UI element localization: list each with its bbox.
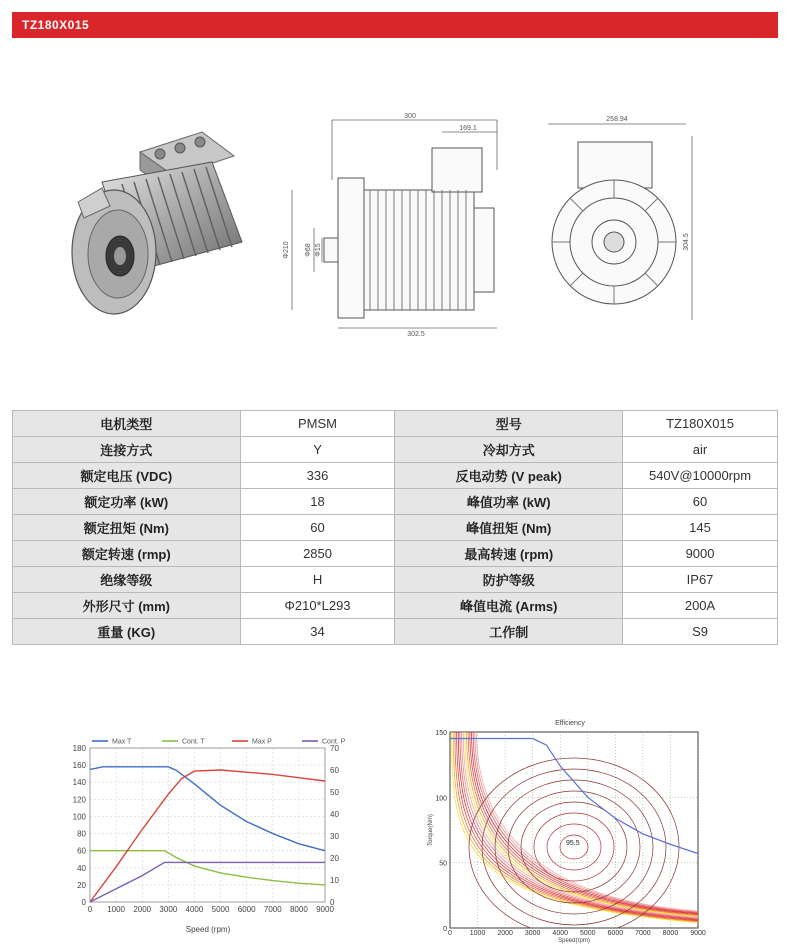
side-dim-bottom: 302.5: [407, 331, 425, 338]
tp-y2tick: 50: [330, 788, 339, 797]
spec-label: 反电动势 (V peak): [395, 463, 623, 489]
tp-legend-label: Max P: [252, 738, 272, 746]
tp-xtick: 3000: [159, 905, 178, 914]
eff-title: Efficiency: [555, 720, 585, 727]
motor-3d-photo: [62, 122, 252, 332]
eff-ytick: 0: [443, 926, 447, 933]
spec-row: [13, 411, 778, 437]
spec-value: PMSM: [240, 411, 395, 437]
spec-row: [13, 515, 778, 541]
spec-value: S9: [623, 619, 778, 645]
spec-value: Y: [240, 437, 395, 463]
spec-label: 型号: [395, 411, 623, 437]
tp-y2tick: 40: [330, 810, 339, 819]
side-dim-top-right: 169.1: [459, 125, 477, 132]
spec-label: 重量 (KG): [13, 619, 241, 645]
tp-xtick: 5000: [211, 905, 230, 914]
side-dim-left: Φ210: [283, 241, 290, 259]
tp-xtick: 4000: [185, 905, 204, 914]
spec-label: 额定转速 (rmp): [13, 541, 241, 567]
spec-value: Φ210*L293: [240, 593, 395, 619]
tp-ytick: 120: [72, 795, 86, 805]
tp-xtick: 9000: [316, 905, 334, 914]
spec-value: air: [623, 437, 778, 463]
eff-xtick: 3000: [524, 930, 541, 937]
tp-ytick: 60: [77, 846, 86, 856]
tp-xtick: 0: [87, 905, 93, 914]
tp-xtick: 7000: [263, 905, 282, 914]
spec-label: 额定扭矩 (Nm): [13, 515, 241, 541]
spec-value: H: [240, 567, 395, 593]
tp-ytick: 40: [77, 863, 86, 873]
tp-xtick: 8000: [289, 905, 308, 914]
tp-y2tick: 10: [330, 876, 339, 885]
eff-ytick: 100: [435, 795, 447, 803]
side-dim-top: 300: [404, 113, 416, 120]
spec-value: 18: [240, 489, 395, 515]
spec-value: IP67: [623, 567, 778, 593]
eff-xtick: 5000: [579, 930, 596, 937]
eff-xtick: 0: [448, 930, 452, 937]
spec-row: [13, 489, 778, 515]
spec-label: 额定电压 (VDC): [13, 463, 241, 489]
tp-y2tick: 20: [330, 854, 339, 863]
tp-y2tick: 30: [330, 832, 339, 841]
spec-value: 9000: [623, 541, 778, 567]
motor-side-drawing: [282, 110, 518, 340]
side-dim-inner-1: Φ68: [305, 243, 312, 257]
front-dim-top: 258.94: [606, 116, 628, 123]
spec-label: 电机类型: [13, 411, 241, 437]
eff-xtick: 1000: [469, 930, 486, 937]
side-dim-inner-2: Φ15: [315, 243, 322, 257]
eff-ylabel: Torque(Nm): [428, 814, 434, 846]
tp-ytick: 100: [72, 812, 86, 822]
motor-front-drawing: [538, 112, 696, 326]
spec-row: [13, 619, 778, 645]
eff-xtick: 9000: [690, 930, 706, 937]
spec-label: 绝缘等级: [13, 567, 241, 593]
spec-value: 145: [623, 515, 778, 541]
spec-label: 外形尺寸 (mm): [13, 593, 241, 619]
spec-label: 峰值扭矩 (Nm): [395, 515, 623, 541]
tp-xtick: 6000: [237, 905, 256, 914]
model-title: TZ180X015: [22, 18, 90, 32]
spec-label: 峰值功率 (kW): [395, 489, 623, 515]
tp-series-line: [90, 767, 325, 851]
tp-ytick: 140: [72, 778, 86, 788]
spec-value: 2850: [240, 541, 395, 567]
efficiency-map-chart: [410, 716, 710, 944]
tp-ytick: 0: [81, 898, 86, 907]
spec-value: 60: [240, 515, 395, 541]
eff-ytick: 50: [439, 860, 447, 868]
tp-xlabel: Speed (rpm): [185, 925, 231, 934]
spec-value: 336: [240, 463, 395, 489]
spec-value: 200A: [623, 593, 778, 619]
torque-power-chart: [48, 730, 383, 935]
spec-value: TZ180X015: [623, 411, 778, 437]
tp-ytick: 160: [72, 761, 86, 771]
spec-label: 工作制: [395, 619, 623, 645]
eff-xtick: 6000: [607, 930, 624, 937]
spec-row: [13, 463, 778, 489]
eff-ytick: 150: [435, 730, 447, 737]
spec-value: 34: [240, 619, 395, 645]
tp-legend-label: Max T: [112, 738, 132, 746]
spec-row: [13, 541, 778, 567]
eff-xtick: 4000: [552, 930, 569, 937]
spec-row: [13, 437, 778, 463]
tp-ytick: 180: [72, 744, 86, 753]
spec-label: 防护等级: [395, 567, 623, 593]
spec-value: 60: [623, 489, 778, 515]
spec-row: [13, 567, 778, 593]
spec-row: [13, 593, 778, 619]
tp-legend-label: Cont. T: [182, 738, 205, 746]
tp-ytick: 80: [77, 829, 86, 839]
tp-y2tick: 60: [330, 766, 339, 775]
spec-label: 峰值电流 (Arms): [395, 593, 623, 619]
eff-xtick: 7000: [635, 930, 651, 937]
spec-table: [12, 410, 778, 645]
tp-xtick: 2000: [133, 905, 152, 914]
eff-xtick: 2000: [497, 930, 513, 937]
spec-label: 冷却方式: [395, 437, 623, 463]
model-title-bar: [12, 12, 778, 38]
tp-y2tick: 0: [330, 898, 335, 907]
eff-peak-annotation: 95.5: [566, 839, 580, 847]
spec-label: 最高转速 (rpm): [395, 541, 623, 567]
tp-ytick: 20: [77, 880, 86, 890]
eff-xtick: 8000: [662, 930, 679, 937]
tp-xtick: 1000: [107, 905, 126, 914]
front-dim-right: 304.5: [683, 233, 690, 251]
spec-label: 额定功率 (kW): [13, 489, 241, 515]
spec-label: 连接方式: [13, 437, 241, 463]
spec-value: 540V@10000rpm: [623, 463, 778, 489]
eff-xlabel: Speed(rpm): [558, 938, 590, 944]
tp-legend-label: Cont. P: [322, 738, 346, 746]
tp-y2tick: 70: [330, 744, 339, 753]
